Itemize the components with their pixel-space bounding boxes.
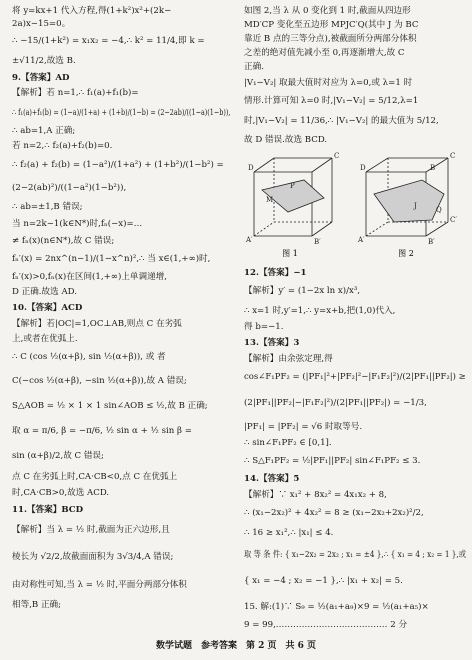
vertex-label: B′ — [428, 238, 435, 246]
text-line: cos∠F₁PF₂ = (|PF₁|²+|PF₂|²−|F₁F₂|²)/(2|PF₁||PF₂|) ≥ — [244, 372, 466, 382]
text-line: ∴ ab=±1,B 错误; — [12, 202, 83, 212]
vertex-label: D — [248, 164, 254, 172]
text-line: ∴ x=1 时,y′=1,∴ y=x+b,把(1,0)代入, — [244, 306, 396, 316]
text-line: 靠近 B 点的三等分点),被截面所分两部分体积 — [244, 34, 417, 44]
text-line: |PF₁| = |PF₂| = √6 时取等号. — [244, 422, 363, 432]
text-line: 之差的绝对值先减小至 0,再逐渐增大,故 C — [244, 48, 405, 58]
figure-1-caption: 图 1 — [282, 249, 298, 258]
answer-14: 14.【答案】5 — [244, 474, 300, 484]
figure-2-cube — [366, 158, 448, 236]
text-line: 点 C 在劣弧上时,CA·CB<0,点 C 在优弧上 — [12, 472, 178, 482]
text-line: fₙ′(x)>0,fₙ(x)在区间(1,+∞)上单调递增, — [12, 272, 167, 282]
vertex-label: D — [360, 164, 366, 172]
text-line: 上,或者在优弧上. — [12, 334, 78, 344]
text-line: C(−cos ½(α+β), −sin ½(α+β)),故 A 错误; — [12, 376, 187, 386]
text-line: 情形.计算可知 λ=0 时,|V₁−V₂| = 5/12,λ=1 — [244, 96, 419, 106]
text-line: 如图 2,当 λ 从 0 变化到 1 时,截面从四边形 — [244, 6, 411, 16]
text-line: |V₁−V₂| 取最大值时对应为 λ=0,或 λ=1 时 — [244, 78, 413, 88]
text-line: (2|PF₁||PF₂|−|F₁F₂|²)/(2|PF₁||PF₂|) = −1/3, — [244, 398, 427, 408]
vertex-label: J — [414, 202, 417, 210]
vertex-label: B′ — [314, 238, 321, 246]
text-line: ∴ C (cos ½(α+β), sin ½(α+β)), 或 者 — [12, 352, 166, 362]
text-line: 将 y=kx+1 代入方程,得(1+k²)x²+(2k− — [12, 6, 172, 16]
text-line: ∴ 16 ≥ x₁²,∴ |x₁| ≤ 4. — [244, 528, 334, 538]
vertex-label: B — [430, 164, 436, 172]
text-line: ∴ ab=1,A 正确; — [12, 126, 76, 136]
answer-9: 9.【答案】AD — [12, 73, 70, 83]
text-line: 15. 解:(1)∵ S₉ = ½(a₁+a₉)×9 = ½(a₁+a₅)× — [244, 602, 429, 612]
text-line: 【解析】若 n=1,∴ f₁(a)+f₁(b)= — [12, 88, 139, 98]
text-line: fₙ′(x) = 2nx^(n−1)/(1−x^n)²,∴ 当 x∈(1,+∞)时, — [12, 254, 211, 264]
text-line: 【解析】若|OC|=1,OC⊥AB,则点 C 在劣弧 — [12, 319, 182, 329]
text-line: 2a)x−15=0。 — [12, 19, 71, 29]
text-line: (2−2(ab)²)/((1−a²)(1−b²)), — [12, 183, 127, 193]
answer-13: 13.【答案】3 — [244, 338, 300, 348]
text-line: ∴ f₂(a) + f₂(b) = (1−a²)/(1+a²) + (1+b²)/(1−b²) = — [12, 160, 224, 170]
text-line: 由对称性可知,当 λ = ½ 时,平面分两部分体积 — [12, 580, 187, 590]
text-line: 得 b=−1. — [244, 322, 284, 332]
text-line: ≠ fₙ(x)(n∈N*),故 C 错误; — [12, 236, 115, 246]
answer-11: 11.【答案】BCD — [12, 505, 84, 515]
vertex-label: Q — [436, 206, 442, 214]
text-line: ∴ S△F₁PF₂ = ½|PF₁||PF₂| sin∠F₁PF₂ ≤ 3. — [244, 456, 421, 466]
vertex-label: C — [450, 152, 456, 160]
text-line: 【解析】∵ x₁² + 8x₂² = 4x₁x₂ + 8, — [244, 490, 387, 500]
text-line: S△AOB = ½ × 1 × 1 sin∠AOB ≤ ½,故 B 正确; — [12, 401, 208, 411]
text-line: D 正确.故选 AD. — [12, 287, 77, 297]
vertex-label: M — [266, 196, 274, 204]
text-line: 棱长为 √2/2,故截面面积为 3√3/4,A 错误; — [12, 552, 174, 562]
text-line: ∴ sin∠F₁PF₂ ∈ [0,1]. — [244, 438, 332, 448]
text-line: 若 n=2,∴ f₂(a)+f₂(b)=0. — [12, 141, 113, 151]
vertex-label: C′ — [450, 216, 457, 224]
figure-2-caption: 图 2 — [398, 249, 414, 258]
text-line: 正确. — [244, 62, 264, 72]
text-line: 时,|V₁−V₂| = 11/36,∴ |V₁−V₂| 的最大值为 5/12, — [244, 116, 439, 126]
text-line: 9 = 99,………………………………… 2 分 — [244, 620, 408, 630]
text-line: 取 α = π/6, β = −π/6, ½ sin α + ½ sin β = — [12, 426, 192, 436]
text-line: 故 D 错误.故选 BCD. — [244, 135, 328, 145]
page-footer: 数学试题 参考答案 第 2 页 共 6 页 — [155, 641, 317, 651]
geometry-figures — [244, 150, 466, 262]
vertex-label: P — [290, 182, 295, 190]
text-line: ∴ −15/(1+k²) = x₁x₂ = −4,∴ k² = 11/4,即 k = — [12, 36, 205, 46]
text-line: 当 n=2k−1(k∈N*)时,fₙ(−x)=… — [12, 219, 143, 229]
vertex-label: C — [334, 152, 340, 160]
text-line: 取 等 条 件: { x₁−2x₂ = 2x₂ ; x₁ = ±4 },∴ { x₁ = 4 ; x₂ = 1 },或 — [244, 550, 467, 560]
text-line: ∴ f₁(a)+f₁(b) = (1−a)/(1+a) + (1+b)/(1−b) = (2−2ab)/((1−a)(1−b)), — [12, 108, 231, 118]
answer-12: 12.【答案】−1 — [244, 268, 307, 278]
text-line: 相等,B 正确; — [12, 600, 62, 610]
text-line: MD′CP 变化至五边形 MPJC′Q(其中 J 为 BC — [244, 20, 419, 30]
text-line: ∴ (x₁−2x₂)² + 4x₂² = 8 ≥ (x₁−2x₂+2x₂)²/2, — [244, 508, 424, 518]
answer-10: 10.【答案】ACD — [12, 303, 83, 313]
text-line: sin (α+β)/2,故 C 错误; — [12, 451, 104, 461]
text-line: 【解析】由余弦定理,得 — [244, 354, 333, 364]
text-line: 【解析】y′ = (1−2x ln x)/x³, — [244, 286, 361, 296]
cube-diagrams-svg — [244, 150, 466, 262]
vertex-label: A′ — [358, 236, 365, 244]
text-line: 【解析】当 λ = ½ 时,截面为正六边形,且 — [12, 525, 170, 535]
text-line: 时,CA·CB>0,故选 ACD. — [12, 488, 110, 498]
text-line: ±√11/2,故选 B. — [12, 56, 76, 66]
text-line: { x₁ = −4 ; x₂ = −1 },∴ |x₁ + x₂| = 5. — [244, 576, 403, 586]
vertex-label: A′ — [246, 236, 253, 244]
